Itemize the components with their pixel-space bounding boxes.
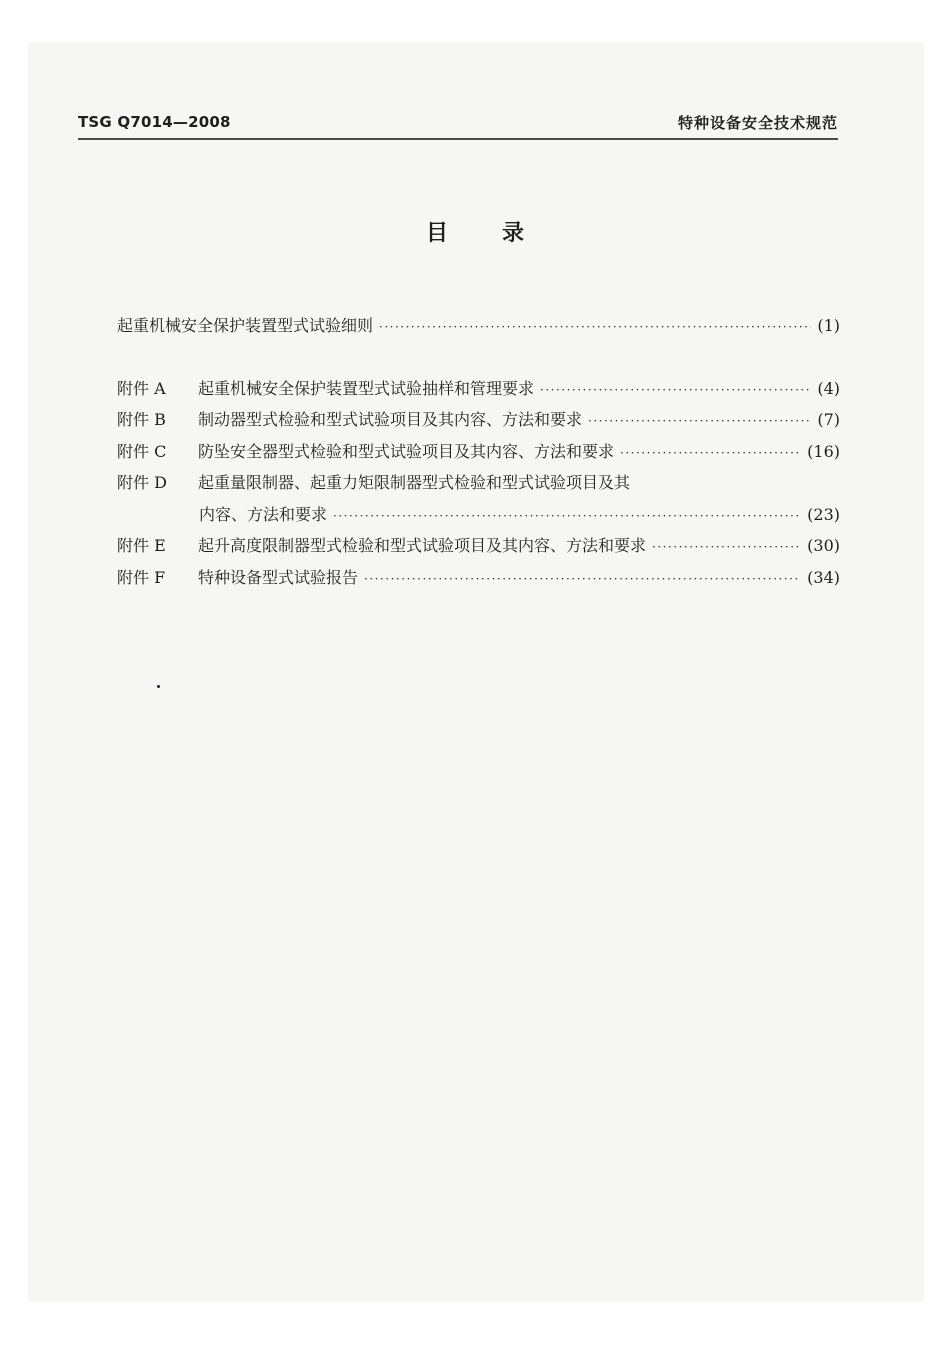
toc-entry-appendix-c[interactable]	[117, 436, 840, 468]
toc-entry-page: (23)	[807, 504, 840, 524]
dot-leader	[379, 312, 811, 344]
toc-entry-appendix-e[interactable]	[117, 530, 840, 562]
toc-entry-prefix: 附件 F	[117, 567, 166, 587]
toc-entry-appendix-b[interactable]	[117, 404, 840, 436]
page-title: 目录	[425, 221, 578, 246]
dot-leader	[364, 564, 801, 596]
toc-entry-page: (7)	[817, 410, 840, 429]
toc-entry-text: 防坠安全器型式检验和型式试验项目及其内容、方法和要求	[198, 441, 615, 461]
toc-entry-text: 起重量限制器、起重力矩限制器型式检验和型式试验项目及其	[198, 473, 631, 492]
toc-entry-page: (1)	[817, 316, 840, 335]
toc-entry-appendix-d-continued[interactable]	[117, 499, 840, 531]
standard-category: 特种设备安全技术规范	[677, 114, 838, 132]
toc-entry-text: 起升高度限制器型式检验和型式试验项目及其内容、方法和要求	[198, 536, 647, 555]
dot-leader	[620, 438, 801, 470]
toc-entry-appendix-d[interactable]	[117, 467, 840, 499]
toc-entry-page: (30)	[807, 536, 840, 555]
toc-entry-main[interactable]	[117, 310, 840, 342]
dot-leader	[333, 501, 801, 533]
toc-entry-text: 特种设备型式试验报告	[198, 567, 359, 587]
toc-entry-page: (16)	[807, 441, 840, 461]
toc-entry-prefix: 附件 E	[117, 536, 166, 555]
toc-entry-text: 制动器型式检验和型式试验项目及其内容、方法和要求	[198, 410, 583, 429]
table-of-contents	[117, 310, 840, 593]
toc-entry-prefix: 附件 B	[117, 410, 166, 429]
toc-entry-prefix: 附件 A	[117, 378, 166, 398]
toc-entry-text: 起重机械安全保护装置型式试验细则	[117, 316, 374, 335]
standard-code: TSG Q7014—2008	[78, 113, 231, 131]
toc-entry-appendix-a[interactable]	[117, 373, 840, 405]
toc-entry-prefix: 附件 C	[117, 441, 167, 461]
toc-entry-prefix: 附件 D	[117, 473, 167, 492]
toc-entry-text: 起重机械安全保护装置型式试验抽样和管理要求	[198, 378, 535, 398]
toc-entry-text: 内容、方法和要求	[199, 504, 328, 524]
toc-entry-page: (34)	[807, 567, 840, 587]
toc-entry-appendix-f[interactable]	[117, 562, 840, 594]
dot-leader	[540, 375, 811, 407]
header-divider	[78, 138, 838, 140]
toc-entry-page: (4)	[817, 378, 840, 398]
scan-speck	[157, 685, 160, 688]
dot-leader	[652, 532, 801, 564]
dot-leader	[588, 406, 811, 438]
